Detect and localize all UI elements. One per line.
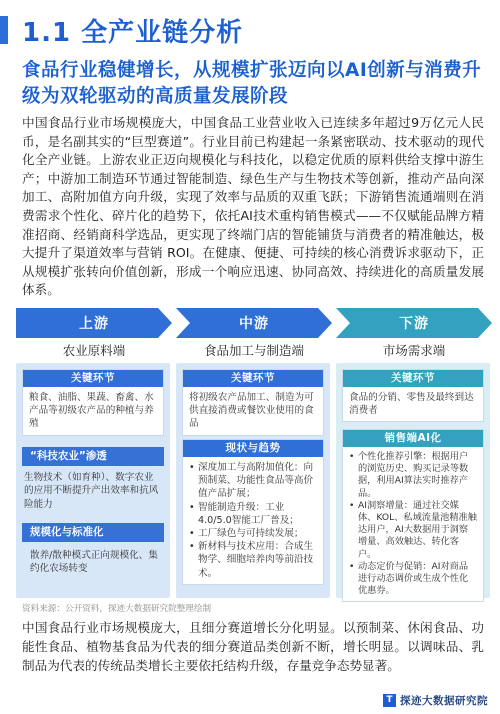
midstream-chevron xyxy=(176,308,332,338)
logo-mark-icon: T xyxy=(383,694,396,707)
downstream-key-card-title: 关键环节 xyxy=(343,370,483,387)
outro-paragraph: 中国食品行业市场规模庞大，且细分赛道增长分化明显。以预制菜、休闲食品、功能性食品、植物基食品为代表的细分赛道品类创新不断，增长明显。以调味品、乳制品为代表的传统品类增长主要依托结构升级，存量竞争态势显著。 xyxy=(22,620,484,673)
upstream-stage-subtitle: 农业原料端 xyxy=(62,343,126,358)
downstream-stage-label: 下游 xyxy=(399,316,429,332)
upstream-key-card-text: 粮食、油脂、果蔬、畜禽、水产品等初级农产品的种植与养殖 xyxy=(29,392,154,430)
midstream-trend-list xyxy=(183,457,323,584)
midstream-trend-card xyxy=(182,439,324,585)
upstream-panel xyxy=(16,363,170,598)
midstream-trend-item: • 工厂绿色与可持续发展； xyxy=(189,527,317,540)
upstream-scale-text: 散养/散种模式正向规模化、集约化农场转变 xyxy=(30,550,158,575)
upstream-chevron xyxy=(16,308,172,338)
downstream-chevron xyxy=(336,308,492,338)
downstream-ai-list xyxy=(343,447,483,601)
midstream-key-card-title: 关键环节 xyxy=(183,370,323,387)
midstream-trend-item: • 智能制造升级：工业4.0/5.0智能工厂普及； xyxy=(189,501,317,527)
upstream-tech-heading: “科技农业”渗透 xyxy=(22,447,164,466)
midstream-trend-card-title: 现状与趋势 xyxy=(183,440,323,457)
midstream-column xyxy=(176,308,330,598)
downstream-key-card-text: 食品的分销、零售及最终到达消费者 xyxy=(349,392,474,417)
industry-chain-diagram xyxy=(10,308,490,598)
midstream-panel xyxy=(176,363,330,598)
page-title: 1.1 全产业链分析 xyxy=(22,18,244,48)
upstream-stage-label: 上游 xyxy=(79,316,109,332)
upstream-key-card-title: 关键环节 xyxy=(23,370,163,387)
title-accent-bar xyxy=(0,16,8,44)
section-subtitle: 食品行业稳健增长，从规模扩张迈向以AI创新与消费升级为双轮驱动的高质量发展阶段 xyxy=(22,60,482,107)
downstream-ai-item: • AI洞察增量：通过社交媒体、KOL、私域流量池精准触达用户，AI大数据用于洞察增量、高效触达、转化客户。 xyxy=(349,500,477,561)
midstream-stage-label: 中游 xyxy=(239,316,269,332)
downstream-key-card xyxy=(342,369,484,422)
downstream-stage-subtitle: 市场需求端 xyxy=(382,343,446,358)
midstream-trend-item: • 深度加工与高附加值化：向预制菜、功能性食品等高价值产品扩展； xyxy=(189,461,317,501)
downstream-ai-card-title: 销售端AI化 xyxy=(343,430,483,447)
source-note: 资料来源：公开资料，探迹大数据研究院整理绘制 xyxy=(22,604,212,614)
upstream-column xyxy=(16,308,170,598)
upstream-scale-heading: 规模化与标准化 xyxy=(22,523,164,542)
midstream-key-card xyxy=(182,369,324,436)
intro-paragraph: 中国食品行业市场规模庞大，中国食品工业营业收入已连续多年超过9万亿元人民币，是名副其实的“巨型赛道”。行业目前已构建起一条紧密联动、技术驱动的现代化全产业链。上游农业正迈向规模化与科技化，以稳定优质的原料供给支撑中游生产；中游加工制造环节通过智能制造、绿色生产与生物技术等创新，推动产品向深加工、高附加值方向升级，实现了效率与品质的双重飞跃；下游销售流通端则在消费需求个性化、碎片化的趋势下，依托AI技术重构销售模式——不仅赋能品牌方精准招商、经销商科学选品，更实现了终端门店的智能铺货与消费者的精准触达，极大提升了渠道效率与营销 ROI。在健康、便捷、可持续的核心消费诉求驱动下，正从规模扩张转向价值创新，形成一个响应迅速、协同高效、持续进化的高质量发展体系。 xyxy=(22,115,484,298)
footer-logo xyxy=(383,692,488,708)
title-section xyxy=(0,0,500,52)
logo-text: 探迹大数据研究院 xyxy=(400,694,488,707)
upstream-tech-text: 生物技术（如育种）、数字农业的应用不断提升产出效率和抗风险能力 xyxy=(24,472,159,510)
midstream-trend-item: • 新材料与技术应用：合成生物学、细胞培养肉等前沿技术。 xyxy=(189,540,317,580)
downstream-ai-card xyxy=(342,429,484,602)
midstream-stage-subtitle: 食品加工与制造端 xyxy=(203,343,304,358)
downstream-column xyxy=(336,308,490,598)
upstream-key-card xyxy=(22,369,164,436)
downstream-ai-item: • 个性化推荐引擎：根据用户的浏览历史、购买记录等数据，利用AI算法实时推荐产品。 xyxy=(349,451,477,500)
midstream-key-card-text: 将初级农产品加工、制造为可供直接消费或餐饮业使用的食品 xyxy=(189,392,314,430)
downstream-panel xyxy=(336,363,490,598)
downstream-ai-item: • 动态定价与促销：AI对商品进行动态调价或生成个性化优惠券。 xyxy=(349,561,477,598)
